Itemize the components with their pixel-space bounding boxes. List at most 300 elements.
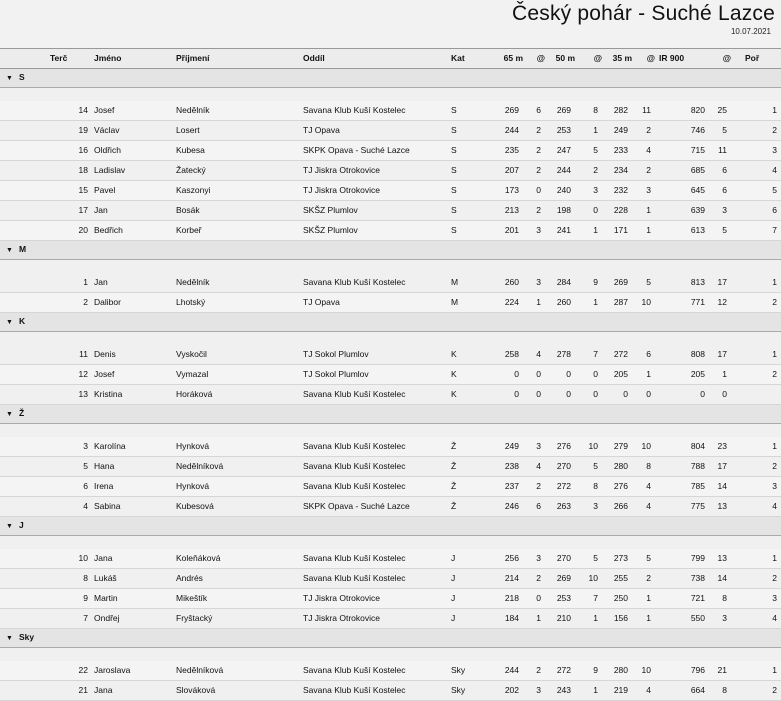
cell-terc: 5 (22, 457, 94, 477)
cell-prijmeni: Fryštacký (176, 609, 303, 629)
cell-oddil: TJ Jiskra Otrokovice (303, 181, 451, 201)
cell-at3: 10 (632, 661, 655, 681)
cell-at3: 5 (632, 549, 655, 569)
cell-50m: 272 (545, 661, 575, 681)
cell-65m: 238 (491, 457, 523, 477)
group-spacer (0, 536, 781, 550)
cell-ir900: 715 (655, 141, 709, 161)
cell-at4: 5 (709, 221, 731, 241)
cell-35m: 266 (602, 497, 632, 517)
cell-at2: 0 (575, 365, 602, 385)
cell-at1: 2 (523, 569, 545, 589)
cell-terc: 2 (22, 293, 94, 313)
cell-oddil: Savana Klub Kuší Kostelec (303, 385, 451, 405)
cell-at1: 6 (523, 497, 545, 517)
group-spacer (0, 88, 781, 102)
cell-terc: 21 (22, 681, 94, 701)
cell-50m: 278 (545, 345, 575, 365)
cell-prijmeni: Horáková (176, 385, 303, 405)
cell-at4: 8 (709, 589, 731, 609)
cell-oddil: TJ Jiskra Otrokovice (303, 161, 451, 181)
cell-at1: 2 (523, 661, 545, 681)
cell-kat: J (451, 549, 491, 569)
cell-terc: 13 (22, 385, 94, 405)
cell-at4: 17 (709, 457, 731, 477)
cell-ir900: 771 (655, 293, 709, 313)
table-row[interactable] (0, 497, 781, 517)
col-oddil[interactable]: Oddíl (303, 49, 451, 69)
cell-terc: 7 (22, 609, 94, 629)
cell-at3: 0 (632, 385, 655, 405)
cell-ir900: 721 (655, 589, 709, 609)
cell-35m: 273 (602, 549, 632, 569)
cell-at3: 2 (632, 569, 655, 589)
cell-por: 5 (731, 181, 781, 201)
cell-por: 4 (731, 161, 781, 181)
cell-at1: 3 (523, 549, 545, 569)
table-row[interactable] (0, 477, 781, 497)
cell-at4: 6 (709, 181, 731, 201)
cell-50m: 269 (545, 569, 575, 589)
row-gutter (0, 201, 22, 221)
col-at2[interactable]: @ (575, 49, 602, 69)
cell-prijmeni: Losert (176, 121, 303, 141)
table-row[interactable] (0, 221, 781, 241)
col-65m[interactable]: 65 m (491, 49, 523, 69)
cell-at1: 0 (523, 181, 545, 201)
group-header[interactable] (0, 517, 781, 536)
cell-prijmeni: Nedělník (176, 101, 303, 121)
row-gutter (0, 589, 22, 609)
cell-prijmeni: Slováková (176, 681, 303, 701)
col-ir900[interactable]: IR 900 (655, 49, 709, 69)
header-row (0, 49, 781, 69)
cell-65m: 244 (491, 121, 523, 141)
table-row[interactable] (0, 661, 781, 681)
cell-50m: 198 (545, 201, 575, 221)
cell-50m: 263 (545, 497, 575, 517)
cell-at2: 0 (575, 201, 602, 221)
cell-kat: S (451, 221, 491, 241)
collapse-arrow-icon[interactable]: ▼ (6, 319, 13, 326)
group-spacer (0, 424, 781, 438)
cell-kat: Ž (451, 457, 491, 477)
cell-at1: 1 (523, 293, 545, 313)
row-gutter (0, 477, 22, 497)
cell-65m: 202 (491, 681, 523, 701)
cell-at1: 1 (523, 609, 545, 629)
cell-at1: 6 (523, 101, 545, 121)
cell-65m: 269 (491, 101, 523, 121)
cell-at4: 21 (709, 661, 731, 681)
row-gutter (0, 293, 22, 313)
row-gutter (0, 161, 22, 181)
cell-oddil: SKPK Opava - Suché Lazce (303, 497, 451, 517)
cell-35m: 156 (602, 609, 632, 629)
cell-por: 2 (731, 681, 781, 701)
cell-por: 4 (731, 609, 781, 629)
cell-kat: J (451, 569, 491, 589)
cell-ir900: 820 (655, 101, 709, 121)
cell-jmeno: Josef (94, 365, 176, 385)
cell-at1: 2 (523, 477, 545, 497)
cell-at1: 0 (523, 589, 545, 609)
cell-ir900: 796 (655, 661, 709, 681)
collapse-arrow-icon[interactable]: ▼ (6, 75, 13, 82)
cell-oddil: SKPK Opava - Suché Lazce (303, 141, 451, 161)
row-gutter (0, 221, 22, 241)
cell-por: 2 (731, 365, 781, 385)
cell-at2: 8 (575, 477, 602, 497)
cell-35m: 280 (602, 457, 632, 477)
cell-kat: S (451, 101, 491, 121)
cell-50m: 247 (545, 141, 575, 161)
cell-35m: 234 (602, 161, 632, 181)
cell-por: 7 (731, 221, 781, 241)
cell-prijmeni: Kubesa (176, 141, 303, 161)
cell-por: 3 (731, 141, 781, 161)
cell-kat: Ž (451, 497, 491, 517)
cell-prijmeni: Lhotský (176, 293, 303, 313)
cell-prijmeni: Kaszonyi (176, 181, 303, 201)
table-row[interactable] (0, 101, 781, 121)
cell-at2: 5 (575, 457, 602, 477)
row-gutter (0, 549, 22, 569)
cell-prijmeni: Hynková (176, 477, 303, 497)
cell-jmeno: Josef (94, 101, 176, 121)
cell-por: 4 (731, 497, 781, 517)
cell-65m: 201 (491, 221, 523, 241)
cell-prijmeni: Andrés (176, 569, 303, 589)
cell-jmeno: Denis (94, 345, 176, 365)
cell-kat: Sky (451, 681, 491, 701)
cell-prijmeni: Bosák (176, 201, 303, 221)
row-gutter (0, 141, 22, 161)
cell-at2: 7 (575, 345, 602, 365)
cell-at4: 3 (709, 609, 731, 629)
cell-50m: 270 (545, 457, 575, 477)
group-label: J (18, 520, 24, 530)
table-row[interactable] (0, 437, 781, 457)
col-terc[interactable]: Terč (22, 49, 94, 69)
cell-kat: J (451, 609, 491, 629)
table-row[interactable] (0, 181, 781, 201)
cell-35m: 287 (602, 293, 632, 313)
cell-kat: M (451, 273, 491, 293)
cell-at4: 3 (709, 201, 731, 221)
cell-at2: 5 (575, 141, 602, 161)
group-label: M (18, 244, 27, 254)
cell-kat: S (451, 141, 491, 161)
col-jmeno[interactable]: Jméno (94, 49, 176, 69)
cell-50m: 241 (545, 221, 575, 241)
cell-ir900: 0 (655, 385, 709, 405)
cell-terc: 14 (22, 101, 94, 121)
cell-65m: 0 (491, 385, 523, 405)
cell-jmeno: Jaroslava (94, 661, 176, 681)
cell-65m: 258 (491, 345, 523, 365)
group-spacer (0, 260, 781, 274)
cell-por: 1 (731, 345, 781, 365)
cell-at4: 14 (709, 569, 731, 589)
cell-ir900: 746 (655, 121, 709, 141)
col-50m[interactable]: 50 m (545, 49, 575, 69)
cell-terc: 18 (22, 161, 94, 181)
cell-kat: Ž (451, 437, 491, 457)
cell-at1: 0 (523, 365, 545, 385)
cell-oddil: TJ Opava (303, 121, 451, 141)
cell-oddil: Savana Klub Kuší Kostelec (303, 273, 451, 293)
cell-at2: 10 (575, 569, 602, 589)
cell-65m: 218 (491, 589, 523, 609)
cell-50m: 244 (545, 161, 575, 181)
event-date: 10.07.2021 (730, 27, 771, 36)
collapse-arrow-icon[interactable]: ▼ (6, 247, 13, 254)
cell-35m: 250 (602, 589, 632, 609)
cell-at3: 1 (632, 221, 655, 241)
cell-jmeno: Jan (94, 273, 176, 293)
cell-oddil: Savana Klub Kuší Kostelec (303, 101, 451, 121)
col-at1[interactable]: @ (523, 49, 545, 69)
col-at4[interactable]: @ (709, 49, 731, 69)
table-row[interactable] (0, 609, 781, 629)
cell-at3: 1 (632, 609, 655, 629)
cell-ir900: 550 (655, 609, 709, 629)
row-gutter (0, 609, 22, 629)
cell-terc: 4 (22, 497, 94, 517)
page-title: Český pohár - Suché Lazce (512, 2, 775, 25)
table-row[interactable] (0, 385, 781, 405)
cell-at1: 0 (523, 385, 545, 405)
cell-50m: 284 (545, 273, 575, 293)
cell-kat: K (451, 385, 491, 405)
cell-ir900: 788 (655, 457, 709, 477)
cell-por: 1 (731, 437, 781, 457)
cell-65m: 237 (491, 477, 523, 497)
cell-at3: 10 (632, 437, 655, 457)
cell-at1: 2 (523, 161, 545, 181)
cell-oddil: TJ Jiskra Otrokovice (303, 589, 451, 609)
cell-at2: 1 (575, 221, 602, 241)
cell-at2: 1 (575, 609, 602, 629)
group-header[interactable] (0, 241, 781, 260)
cell-at4: 0 (709, 385, 731, 405)
cell-at4: 13 (709, 497, 731, 517)
cell-at3: 6 (632, 345, 655, 365)
cell-kat: Ž (451, 477, 491, 497)
cell-50m: 269 (545, 101, 575, 121)
cell-oddil: Savana Klub Kuší Kostelec (303, 549, 451, 569)
cell-ir900: 813 (655, 273, 709, 293)
cell-jmeno: Jan (94, 201, 176, 221)
cell-35m: 255 (602, 569, 632, 589)
row-gutter (0, 121, 22, 141)
cell-65m: 173 (491, 181, 523, 201)
table-row[interactable] (0, 201, 781, 221)
table-row[interactable] (0, 681, 781, 701)
cell-at4: 8 (709, 681, 731, 701)
cell-kat: S (451, 121, 491, 141)
group-header[interactable] (0, 629, 781, 648)
cell-35m: 276 (602, 477, 632, 497)
cell-35m: 219 (602, 681, 632, 701)
cell-por: 1 (731, 273, 781, 293)
group-header[interactable] (0, 69, 781, 88)
cell-at3: 3 (632, 181, 655, 201)
group-header[interactable] (0, 405, 781, 424)
cell-kat: K (451, 345, 491, 365)
cell-prijmeni: Vymazal (176, 365, 303, 385)
cell-terc: 19 (22, 121, 94, 141)
cell-at2: 2 (575, 161, 602, 181)
collapse-arrow-icon[interactable]: ▼ (6, 523, 13, 530)
cell-at4: 11 (709, 141, 731, 161)
cell-terc: 11 (22, 345, 94, 365)
results-body (0, 69, 781, 701)
row-gutter (0, 365, 22, 385)
cell-terc: 1 (22, 273, 94, 293)
col-35m[interactable]: 35 m (602, 49, 632, 69)
col-at3[interactable]: @ (632, 49, 655, 69)
cell-oddil: Savana Klub Kuší Kostelec (303, 569, 451, 589)
cell-50m: 270 (545, 549, 575, 569)
cell-jmeno: Jana (94, 549, 176, 569)
cell-kat: K (451, 365, 491, 385)
col-kat[interactable]: Kat (451, 49, 491, 69)
cell-65m: 207 (491, 161, 523, 181)
cell-65m: 244 (491, 661, 523, 681)
group-header[interactable] (0, 313, 781, 332)
cell-50m: 240 (545, 181, 575, 201)
cell-por: 2 (731, 121, 781, 141)
cell-jmeno: Hana (94, 457, 176, 477)
cell-50m: 243 (545, 681, 575, 701)
cell-jmeno: Martin (94, 589, 176, 609)
cell-terc: 20 (22, 221, 94, 241)
cell-ir900: 775 (655, 497, 709, 517)
cell-jmeno: Ladislav (94, 161, 176, 181)
cell-ir900: 685 (655, 161, 709, 181)
cell-terc: 12 (22, 365, 94, 385)
cell-terc: 6 (22, 477, 94, 497)
table-row[interactable] (0, 549, 781, 569)
cell-ir900: 205 (655, 365, 709, 385)
cell-65m: 214 (491, 569, 523, 589)
cell-jmeno: Sabina (94, 497, 176, 517)
row-gutter (0, 569, 22, 589)
cell-65m: 249 (491, 437, 523, 457)
results-table (0, 48, 781, 701)
cell-at2: 8 (575, 101, 602, 121)
cell-kat: J (451, 589, 491, 609)
cell-at2: 3 (575, 497, 602, 517)
col-prijmeni[interactable]: Příjmení (176, 49, 303, 69)
table-row[interactable] (0, 121, 781, 141)
cell-at4: 17 (709, 273, 731, 293)
cell-ir900: 645 (655, 181, 709, 201)
cell-por: 1 (731, 101, 781, 121)
table-row[interactable] (0, 161, 781, 181)
cell-jmeno: Pavel (94, 181, 176, 201)
cell-35m: 249 (602, 121, 632, 141)
cell-65m: 224 (491, 293, 523, 313)
cell-at3: 2 (632, 161, 655, 181)
cell-jmeno: Kristina (94, 385, 176, 405)
cell-65m: 213 (491, 201, 523, 221)
collapse-arrow-icon[interactable]: ▼ (6, 411, 13, 418)
cell-ir900: 613 (655, 221, 709, 241)
table-row[interactable] (0, 569, 781, 589)
cell-oddil: Savana Klub Kuší Kostelec (303, 661, 451, 681)
group-spacer (0, 332, 781, 346)
table-row[interactable] (0, 457, 781, 477)
cell-prijmeni: Korbeř (176, 221, 303, 241)
cell-prijmeni: Nedělníková (176, 661, 303, 681)
cell-oddil: TJ Sokol Plumlov (303, 365, 451, 385)
cell-jmeno: Václav (94, 121, 176, 141)
cell-por: 2 (731, 457, 781, 477)
group-label: Sky (18, 632, 35, 642)
cell-ir900: 799 (655, 549, 709, 569)
cell-at1: 2 (523, 201, 545, 221)
cell-50m: 0 (545, 385, 575, 405)
table-row[interactable] (0, 589, 781, 609)
col-por[interactable]: Poř (731, 49, 781, 69)
table-row[interactable] (0, 141, 781, 161)
cell-at3: 1 (632, 365, 655, 385)
table-row[interactable] (0, 273, 781, 293)
cell-kat: S (451, 201, 491, 221)
cell-terc: 17 (22, 201, 94, 221)
group-label: K (18, 316, 26, 326)
cell-65m: 184 (491, 609, 523, 629)
cell-ir900: 664 (655, 681, 709, 701)
cell-prijmeni: Nedělníková (176, 457, 303, 477)
cell-35m: 232 (602, 181, 632, 201)
collapse-arrow-icon[interactable]: ▼ (6, 635, 13, 642)
cell-65m: 256 (491, 549, 523, 569)
cell-oddil: Savana Klub Kuší Kostelec (303, 437, 451, 457)
cell-at1: 3 (523, 681, 545, 701)
table-row[interactable] (0, 365, 781, 385)
cell-50m: 253 (545, 121, 575, 141)
cell-at2: 7 (575, 589, 602, 609)
col-expand (0, 49, 22, 69)
cell-35m: 279 (602, 437, 632, 457)
cell-ir900: 785 (655, 477, 709, 497)
row-gutter (0, 437, 22, 457)
cell-35m: 228 (602, 201, 632, 221)
cell-oddil: SKŠZ Plumlov (303, 221, 451, 241)
cell-por: 2 (731, 569, 781, 589)
cell-at3: 1 (632, 589, 655, 609)
cell-prijmeni: Koleňáková (176, 549, 303, 569)
cell-kat: M (451, 293, 491, 313)
cell-at1: 3 (523, 273, 545, 293)
cell-at2: 10 (575, 437, 602, 457)
cell-terc: 9 (22, 589, 94, 609)
cell-jmeno: Ondřej (94, 609, 176, 629)
cell-por: 3 (731, 589, 781, 609)
cell-oddil: TJ Sokol Plumlov (303, 345, 451, 365)
cell-35m: 171 (602, 221, 632, 241)
table-row[interactable] (0, 345, 781, 365)
cell-oddil: Savana Klub Kuší Kostelec (303, 457, 451, 477)
table-row[interactable] (0, 293, 781, 313)
cell-prijmeni: Žatecký (176, 161, 303, 181)
cell-50m: 272 (545, 477, 575, 497)
cell-oddil: TJ Jiskra Otrokovice (303, 609, 451, 629)
